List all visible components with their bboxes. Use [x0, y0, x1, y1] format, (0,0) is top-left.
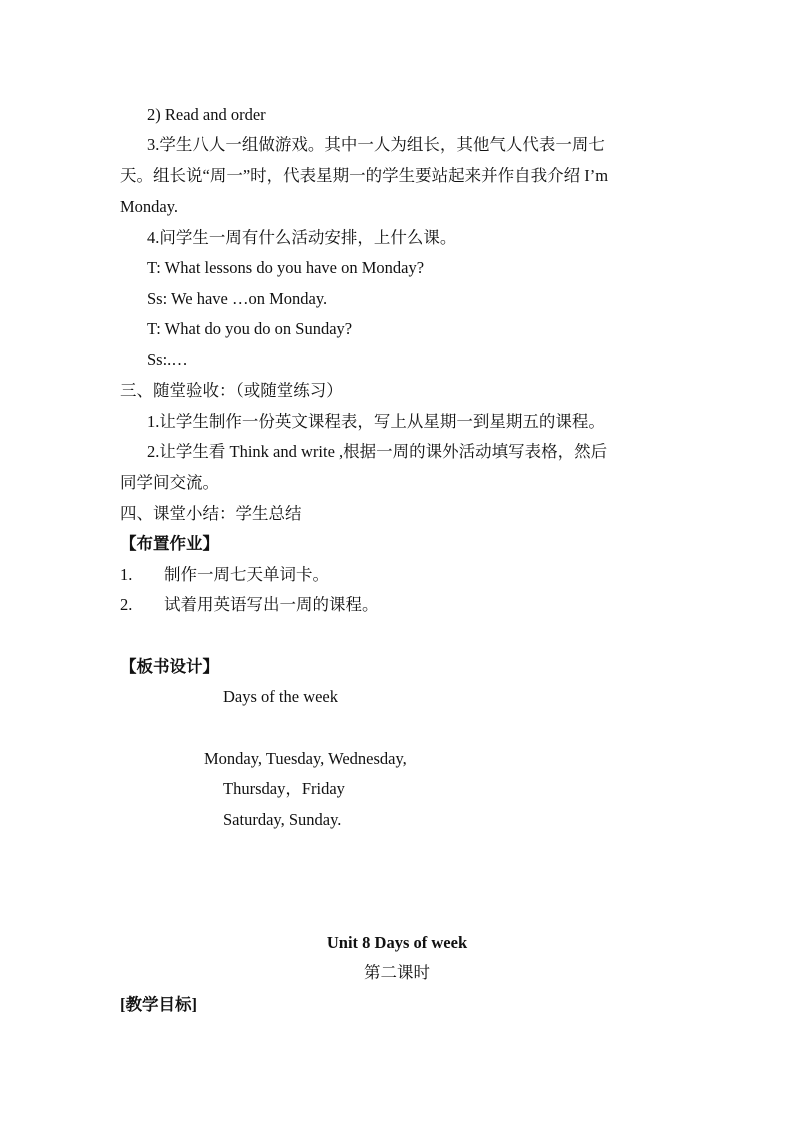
step-4: 4.问学生一周有什么活动安排，上什么课。: [147, 228, 457, 247]
unit-title: Unit 8 Days of week: [326, 933, 468, 952]
homework-item: [120, 564, 329, 586]
homework-item-text: 制作一周七天单词卡。: [164, 565, 329, 584]
exercise-2-line-2: 同学间交流。: [120, 473, 219, 492]
homework-item-number: 1.: [120, 565, 133, 584]
board-title: Days of the week: [223, 687, 339, 706]
board-design-heading: 【板书设计】: [120, 657, 219, 676]
board-line-2: Thursday，Friday: [223, 779, 345, 798]
exercise-1: 1.让学生制作一份英文课程表，写上从星期一到星期五的课程。: [147, 412, 605, 431]
step-3-line-3: Monday.: [120, 197, 179, 216]
lesson-subtitle: 第二课时: [364, 963, 430, 982]
dialog-t-1: T: What lessons do you have on Monday?: [147, 258, 425, 277]
dialog-ss-1: Ss: We have …on Monday.: [147, 289, 328, 308]
homework-item-number: 2.: [120, 595, 133, 614]
homework-item: [120, 594, 379, 616]
section-four-heading: 四、课堂小结：学生总结: [120, 504, 302, 523]
step-3-line-2: 天。组长说“周一”时，代表星期一的学生要站起来并作自我介绍 I’m: [120, 166, 609, 185]
step-3-line-1: 3.学生八人一组做游戏。其中一人为组长，其他气人代表一周七: [147, 135, 605, 154]
step-read-and-order: 2) Read and order: [147, 105, 266, 124]
objectives-heading: [教学目标]: [120, 995, 197, 1014]
exercise-2-line-1: 2.让学生看 Think and write ,根据一周的课外活动填写表格，然后: [147, 442, 608, 461]
board-line-3: Saturday, Sunday.: [223, 810, 342, 829]
board-line-1: Monday, Tuesday, Wednesday,: [204, 749, 407, 768]
homework-item-text: 试着用英语写出一周的课程。: [164, 595, 379, 614]
dialog-ss-2: Ss:.…: [147, 350, 188, 369]
homework-heading: 【布置作业】: [120, 534, 219, 553]
dialog-t-2: T: What do you do on Sunday?: [147, 319, 353, 338]
section-three-heading: 三、随堂验收：（或随堂练习）: [120, 381, 343, 400]
